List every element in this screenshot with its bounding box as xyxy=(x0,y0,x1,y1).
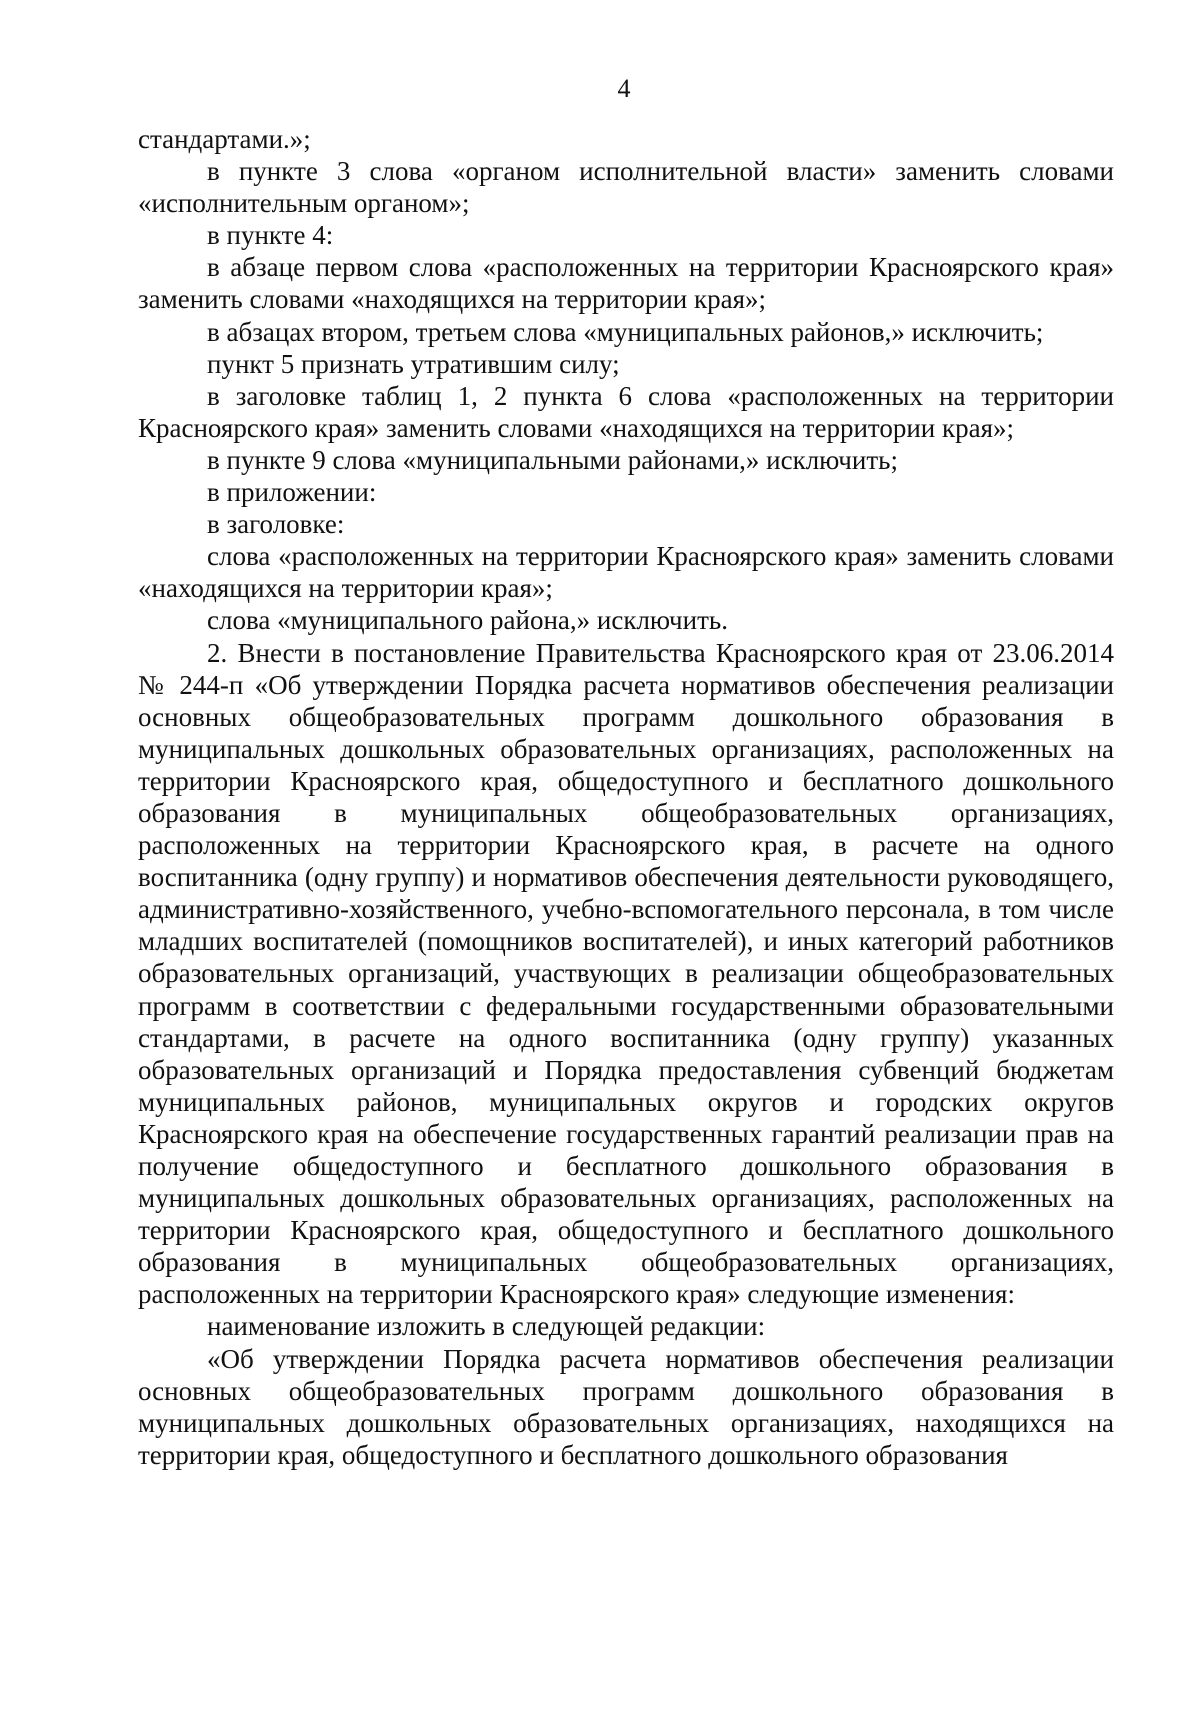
document-body xyxy=(138,123,1114,1471)
paragraph: в пункте 4: xyxy=(207,220,334,251)
paragraph: в приложении: xyxy=(207,477,377,508)
paragraph: в заголовке: xyxy=(207,509,345,540)
paragraph: наименование изложить в следующей редакции: xyxy=(207,1311,766,1342)
paragraph: в абзацах втором, третьем слова «муниципальных районов,» исключить; xyxy=(207,316,1044,347)
page-number: 4 xyxy=(617,74,631,103)
paragraph: в абзаце первом слова «расположенных на территории Красноярского края» заменить словами «находящихся на территории края»; xyxy=(138,252,1114,315)
paragraph: стандартами.»; xyxy=(138,124,311,154)
paragraph: пункт 5 признать утратившим силу; xyxy=(207,348,620,379)
paragraph: «Об утверждении Порядка расчета нормативов обеспечения реализации основных общеобразовательных программ дошкольного образования в муниципальных дошкольных образовательных организациях, находящихся на территории края, общедоступного и бесплатного дошкольного образования xyxy=(138,1343,1114,1470)
paragraph: слова «расположенных на территории Красноярского края» заменить словами «находящихся на территории края»; xyxy=(138,541,1114,604)
paragraph: в пункте 9 слова «муниципальными районами,» исключить; xyxy=(207,444,898,475)
paragraph: слова «муниципального района,» исключить. xyxy=(207,605,728,636)
paragraph: 2. Внести в постановление Правительства Красноярского края от 23.06.2014 № 244-п «Об утверждении Порядка расчета нормативов обеспечения реализации основных общеобразовательных программ дошкольного образования в муниципальных дошкольных образовательных организациях, расположенных на территории Красноярского края, общедоступного и бесплатного дошкольного образования в муниципальных общеобразовательных организациях, расположенных на территории Красноярского края, в расчете на одного воспитанника (одну группу) и нормативов обеспечения деятельности руководящего, административно-хозяйственного, учебно-вспомогательного персонала, в том числе младших воспитателей (помощников воспитателей), и иных категорий работников образовательных организаций, участвующих в реализации общеобразовательных программ в соответствии с федеральными государственными образовательными стандартами, в расчете на одного воспитанника (одну группу) указанных образовательных организаций и Порядка предоставления субвенций бюджетам муниципальных районов, муниципальных округов и городских округов Красноярского края на обеспечение государственных гарантий реализации прав на получение общедоступного и бесплатного дошкольного образования в муниципальных дошкольных образовательных организациях, расположенных на территории Красноярского края, общедоступного и бесплатного дошкольного образования в муниципальных общеобразовательных организациях, расположенных на территории Красноярского края» следующие изменения: xyxy=(138,637,1114,1310)
paragraph: в заголовке таблиц 1, 2 пункта 6 слова «расположенных на территории Красноярского края» заменить словами «находящихся на территории края»; xyxy=(138,380,1114,443)
paragraph: в пункте 3 слова «органом исполнительной власти» заменить словами «исполнительным органом»; xyxy=(138,156,1114,219)
